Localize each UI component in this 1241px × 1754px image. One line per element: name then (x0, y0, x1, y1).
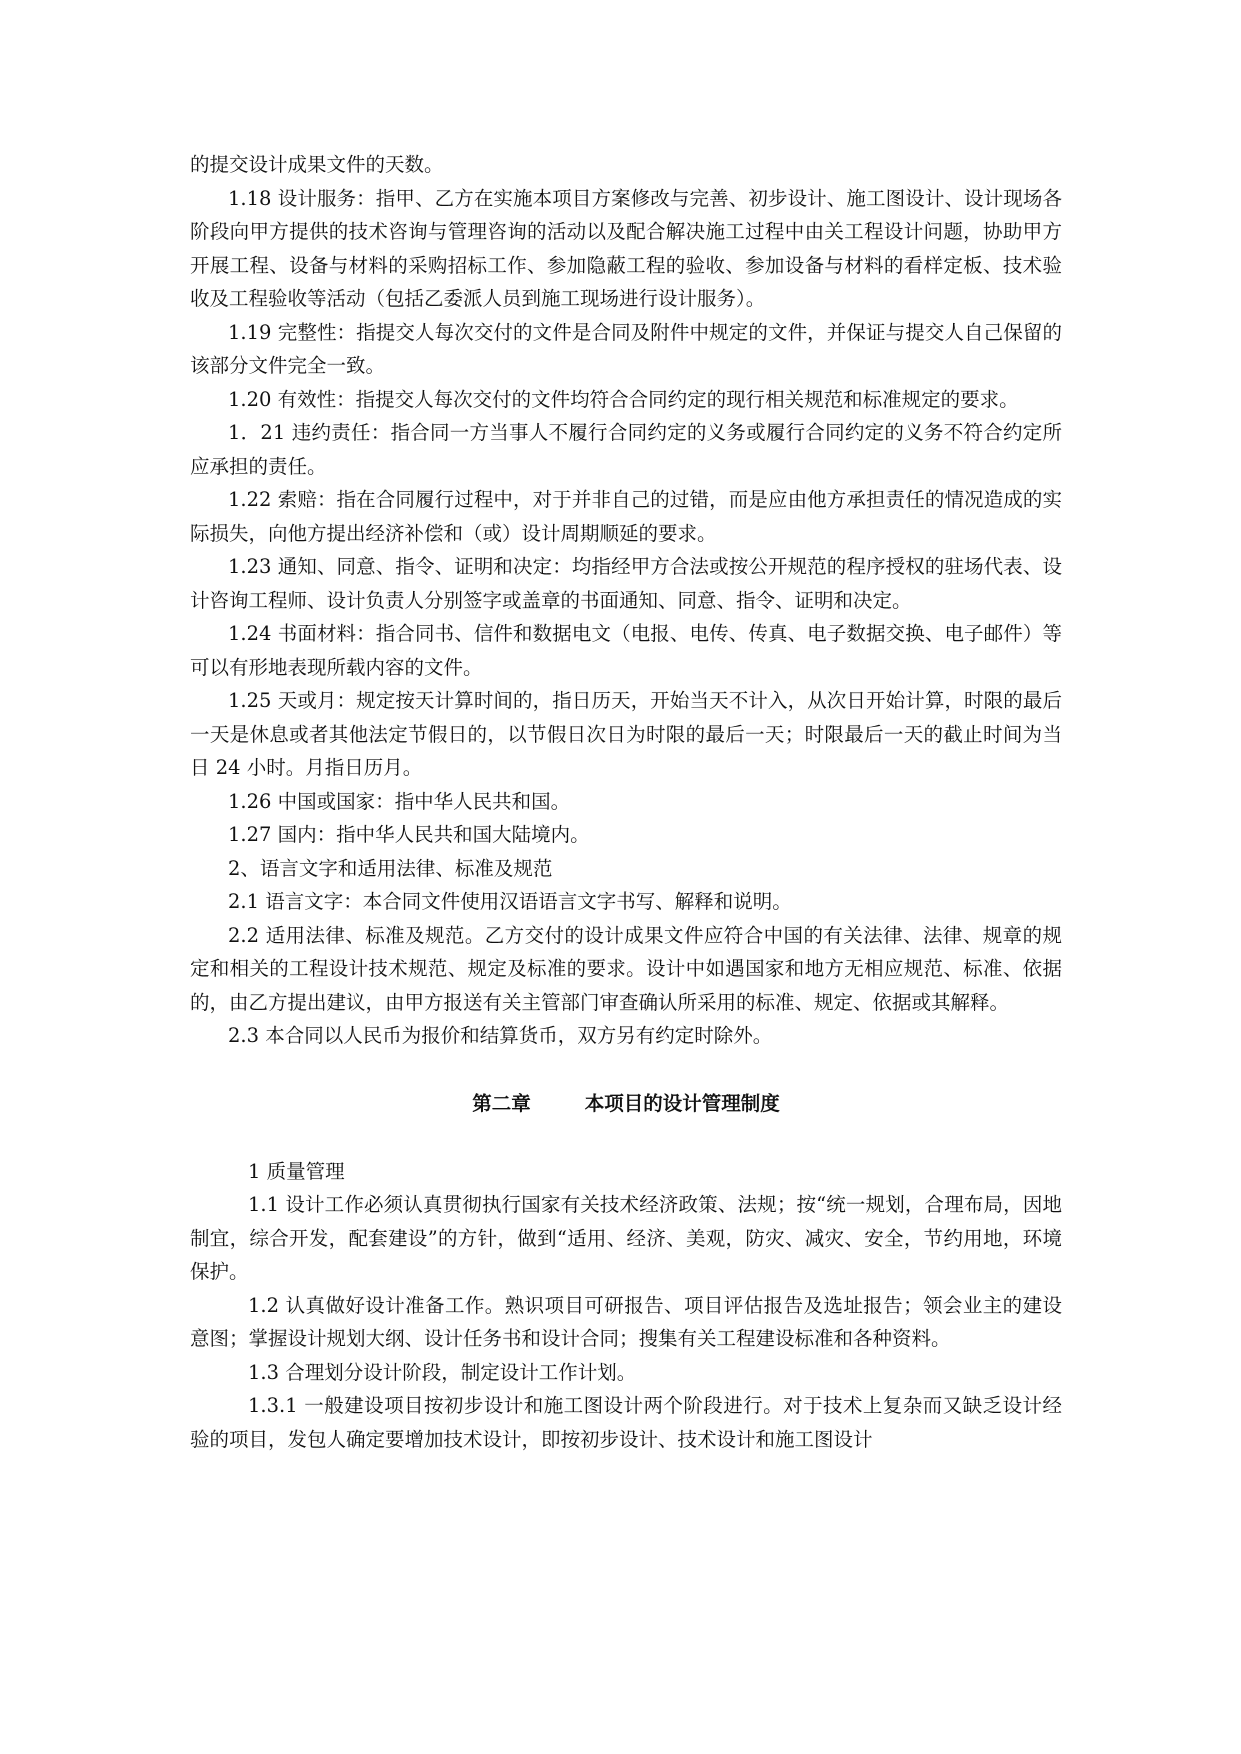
section-heading-2: 2、语言文字和适用法律、标准及规范 (228, 856, 553, 880)
paragraph-1-27: 1.27 国内：指中华人民共和国大陆境内。 (228, 823, 590, 846)
paragraph-continuation: 的提交设计成果文件的天数。 (190, 153, 444, 176)
paragraph-1-23: 1.23 通知、同意、指令、证明和决定：均指经甲方合法或按公开规范的程序授权的驻场代表、设计咨询工程师、设计负责人分别签字或盖章的书面通知、同意、指令、证明和决定。 (190, 555, 1062, 612)
paragraph-q-1-1: 1.1 设计工作必须认真贯彻执行国家有关技术经济政策、法规；按“统一规划，合理布局，因地制宜，综合开发，配套建设”的方针，做到“适用、经济、美观，防灾、减灾、安全，节约用地，环境保护。 (190, 1193, 1062, 1283)
paragraph-1-26: 1.26 中国或国家：指中华人民共和国。 (228, 789, 571, 813)
paragraph-1-20: 1.20 有效性：指提交人每次交付的文件均符合合同约定的现行相关规范和标准规定的要求。 (228, 387, 1019, 411)
document-body (190, 148, 1062, 1456)
paragraph-1-25: 1.25 天或月：规定按天计算时间的，指日历天，开始当天不计入，从次日开始计算，时限的最后一天是休息或者其他法定节假日的，以节假日次日为时限的最后一天；时限最后一天的截止时间为当日 24 小时。月指日历月。 (190, 689, 1062, 779)
section-heading-quality: 1 质量管理 (248, 1159, 345, 1183)
paragraph-1-21: 1．21 违约责任：指合同一方当事人不履行合同约定的义务或履行合同约定的义务不符合约定所应承担的责任。 (190, 421, 1062, 478)
paragraph-2-3: 2.3 本合同以人民币为报价和结算货币，双方另有约定时除外。 (228, 1024, 773, 1047)
paragraph-1-24: 1.24 书面材料：指合同书、信件和数据电文（电报、电传、传真、电子数据交换、电子邮件）等可以有形地表现所载内容的文件。 (190, 622, 1062, 679)
paragraph-2-1: 2.1 语言文字：本合同文件使用汉语语言文字书写、解释和说明。 (228, 890, 792, 913)
paragraph-q-1-3-1: 1.3.1 一般建设项目按初步设计和施工图设计两个阶段进行。对于技术上复杂而又缺乏设计经验的项目，发包人确定要增加技术设计，即按初步设计、技术设计和施工图设计 (190, 1394, 1062, 1451)
paragraph-q-1-3: 1.3 合理划分设计阶段，制定设计工作计划。 (248, 1360, 637, 1384)
chapter-title: 本项目的设计管理制度 (584, 1091, 780, 1115)
chapter-heading (190, 1087, 1062, 1121)
paragraph-1-18: 1.18 设计服务：指甲、乙方在实施本项目方案修改与完善、初步设计、施工图设计、设计现场各阶段向甲方提供的技术咨询与管理咨询的活动以及配合解决施工过程中由关工程设计问题，协助甲方开展工程、设备与材料的采购招标工作、参加隐蔽工程的验收、参加设备与材料的看样定板、技术验收及工程验收等活动（包括乙委派人员到施工现场进行设计服务）。 (190, 186, 1062, 310)
chapter-number: 第二章 (472, 1091, 531, 1115)
paragraph-1-19: 1.19 完整性：指提交人每次交付的文件是合同及附件中规定的文件，并保证与提交人自己保留的该部分文件完全一致。 (190, 320, 1062, 377)
paragraph-1-22: 1.22 索赔：指在合同履行过程中，对于并非自己的过错，而是应由他方承担责任的情况造成的实际损失，向他方提出经济补偿和（或）设计周期顺延的要求。 (190, 488, 1062, 545)
paragraph-2-2: 2.2 适用法律、标准及规范。乙方交付的设计成果文件应符合中国的有关法律、法律、规章的规定和相关的工程设计技术规范、规定及标准的要求。设计中如遇国家和地方无相应规范、标准、依据的，由乙方提出建议，由甲方报送有关主管部门审查确认所采用的标准、规定、依据或其解释。 (190, 923, 1062, 1014)
paragraph-q-1-2: 1.2 认真做好设计准备工作。熟识项目可研报告、项目评估报告及选址报告；领会业主的建设意图；掌握设计规划大纲、设计任务书和设计合同；搜集有关工程建设标准和各种资料。 (190, 1293, 1062, 1350)
